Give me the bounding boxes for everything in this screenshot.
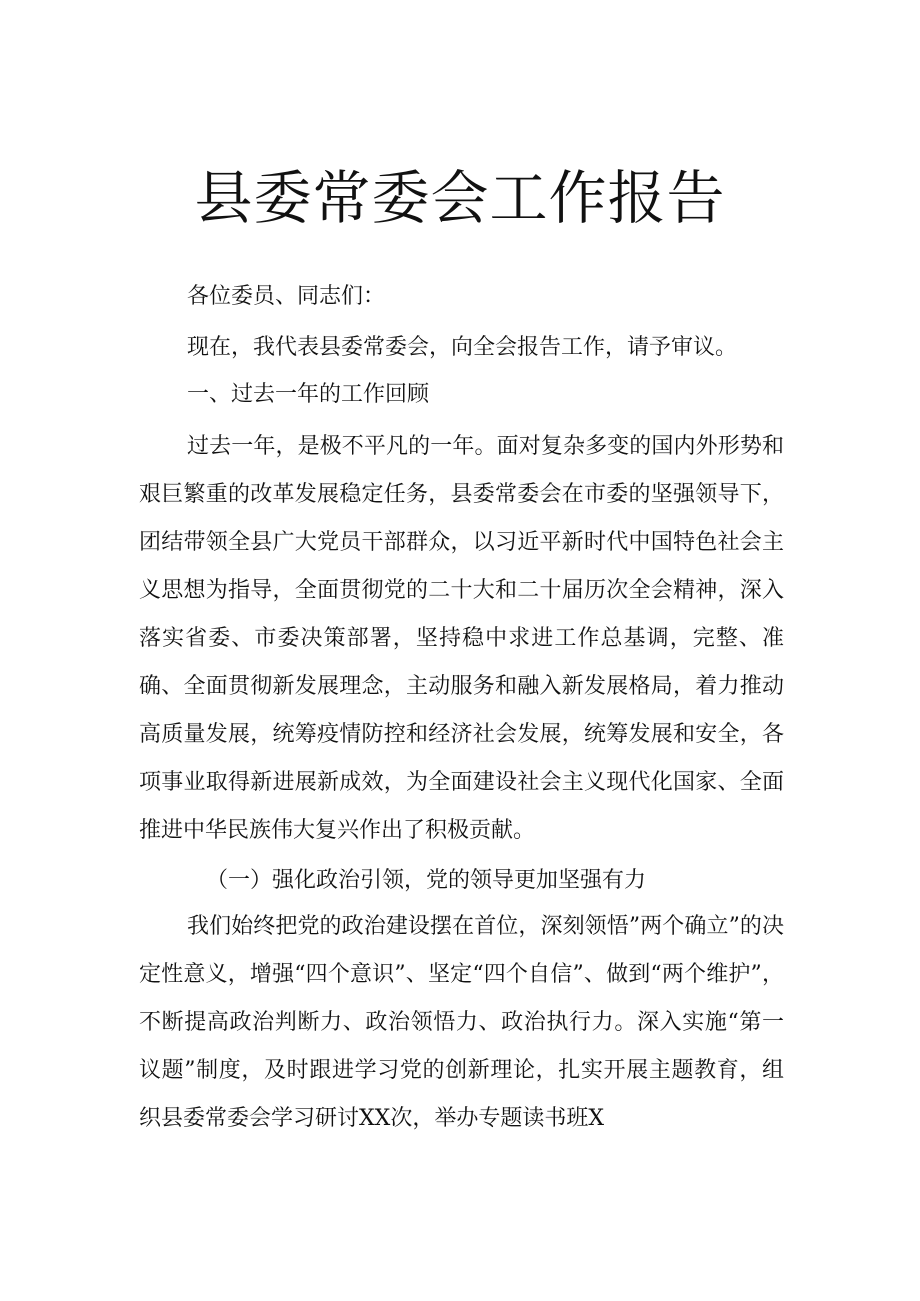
politics-paragraph: 我们始终把党的政治建设摆在首位，深刻领悟”两个确立”的决定性意义，增强“四个意识”、坚定“四个自信”、做到“两个维护”，不断提高政治判断力、政治领悟力、政治执行力。深入实施“第一议题”制度，及时跟进学习党的创新理论，扎实开展主题教育，组织县委常委会学习研讨XX次，举办专题读书班X [139, 914, 784, 1131]
salutation: 各位委员、同志们： [187, 284, 386, 309]
opening-statement: 现在，我代表县委常委会，向全会报告工作，请予审议。 [187, 335, 738, 360]
subsection-heading: （一）强化政治引领，党的领导更加坚强有力 [206, 868, 647, 893]
document-title: 县委常委会工作报告 [194, 164, 726, 232]
section-heading: 一、过去一年的工作回顾 [187, 382, 430, 407]
review-paragraph: 过去一年，是极不平凡的一年。面对复杂多变的国内外形势和艰巨繁重的改革发展稳定任务，县委常委会在市委的坚强领导下，团结带领全县广大党员干部群众，以习近平新时代中国特色社会主义思想为指导，全面贯彻党的二十大和二十届历次全会精神，深入落实省委、市委决策部署，坚持稳中求进工作总基调，完整、准确、全面贯彻新发展理念，主动服务和融入新发展格局，着力推动高质量发展，统筹疫情防控和经济社会发展，统筹发展和安全，各项事业取得新进展新成效，为全面建设社会主义现代化国家、全面推进中华民族伟大复兴作出了积极贡献。 [139, 434, 784, 843]
